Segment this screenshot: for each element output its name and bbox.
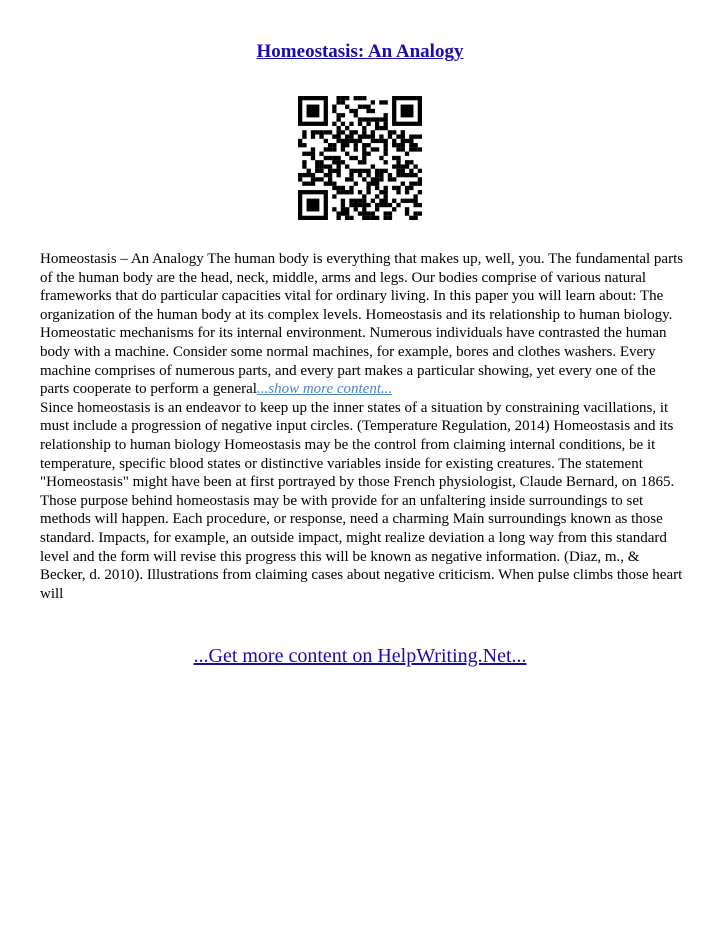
get-more-content-link[interactable]: ...Get more content on HelpWriting.Net... <box>193 645 527 667</box>
article-body <box>40 250 685 603</box>
qr-code-icon <box>298 96 422 220</box>
document-title <box>0 40 720 64</box>
get-more-content <box>0 643 720 669</box>
qr-code-graphic <box>298 96 422 220</box>
article-paragraph-2: Since homeostasis is an endeavor to keep up the inner states of a situation by constraining vacillations, it must include a progression of negative input circles. (Temperature Regulation, 2014) Homeostasis and its relationship to human biology Homeostasis may be the control from claiming internal conditions, be it temperature, specific blood states or distinctive variables inside for existing creatures. The statement "Homeostasis" might have been at first portrayed by those French physiologist, Claude Bernard, on 1865. Those purpose behind homeostasis may be with provide for an unfaltering inside surroundings to set methods will happen. Each procedure, or response, need a charming Main surroundings known as those standard. Impacts, for example, an outside impact, might realize deviation a long way from this standard level and the form will revise this progress this will be known as negative information. (Diaz, m., & Becker, d. 2010). Illustrations from claiming cases about negative criticism. When pulse climbs those heart will <box>40 399 683 602</box>
article-paragraph-1-text: Homeostasis – An Analogy The human body is everything that makes up, well, you. The fundamental parts of the human body are the head, neck, middle, arms and legs. Our bodies comprise of various natural frameworks that do particular capacities vital for ordinary living. In this paper you will learn about: The organization of the human body at its complex levels. Homeostasis and its relationship to human biology. Homeostatic mechanisms for its internal environment. Numerous individuals have contrasted the human body with a machine. Consider some normal machines, for example, bores and clothes washers. Every machine comprises of numerous parts, and every part makes a particular showing, yet every one of the parts cooperate to perform a general <box>40 251 684 398</box>
show-more-link[interactable]: ...show more content... <box>256 381 393 398</box>
document-title-link[interactable]: Homeostasis: An Analogy <box>256 41 464 62</box>
article-paragraph-1 <box>40 250 685 399</box>
